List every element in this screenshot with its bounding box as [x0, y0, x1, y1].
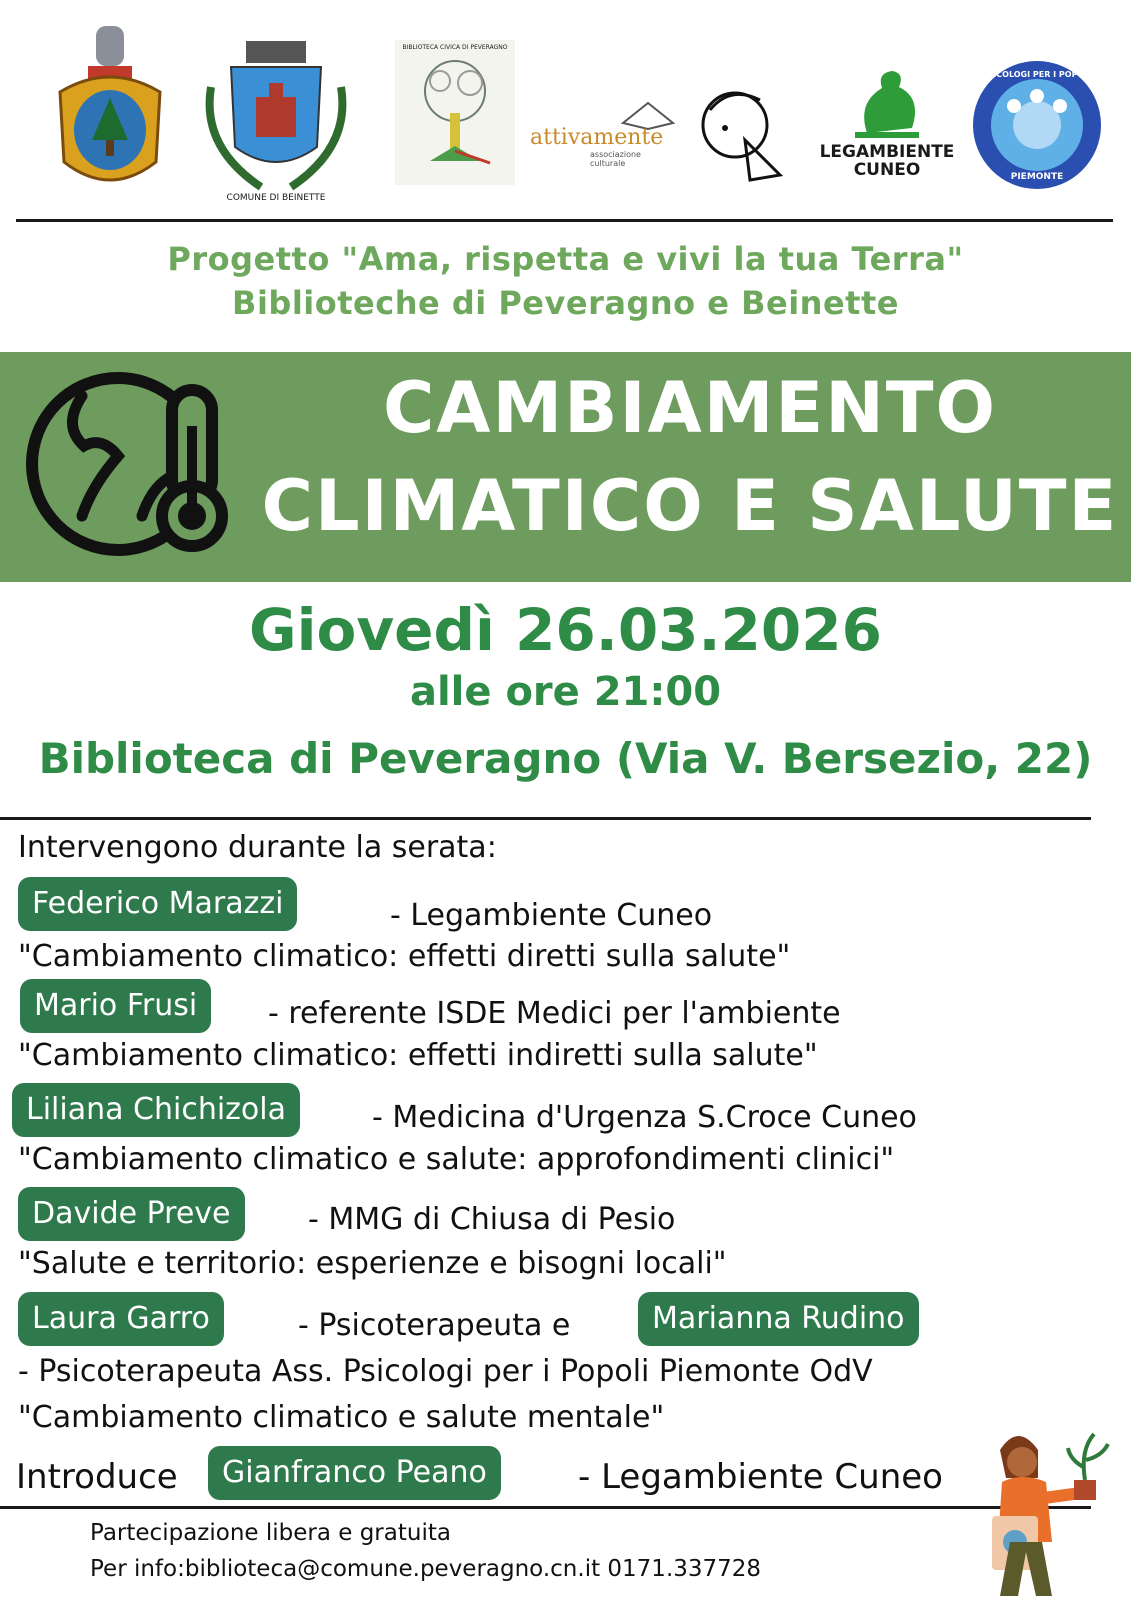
speaker-name-mario-frusi: Mario Frusi [20, 979, 211, 1033]
event-venue: Biblioteca di Peveragno (Via V. Bersezio, 22) [38, 734, 1093, 783]
attivamente-sub: associazione culturale [590, 149, 641, 168]
speaker-role: - Psicoterapeuta e [298, 1308, 571, 1343]
woman-with-plant-illustration [990, 1420, 1125, 1600]
biblioteca-caption: BIBLIOTECA CIVICA DI PEVERAGNO [402, 44, 508, 51]
title-line-1: CAMBIAMENTO [382, 367, 998, 449]
speaker-role: - Psicoterapeuta Ass. Psicologi per i Popoli Piemonte OdV [18, 1354, 873, 1389]
speaker-talk: "Cambiamento climatico: effetti indiretti sulla salute" [18, 1038, 818, 1073]
event-date: Giovedì 26.03.2026 [249, 596, 882, 664]
speaker-name-federico-marazzi: Federico Marazzi [18, 877, 297, 931]
contact-info: Per info:biblioteca@comune.peveragno.cn.it 0171.337728 [90, 1556, 762, 1582]
introducer-role: - Legambiente Cuneo [578, 1457, 943, 1497]
legambiente-logo [812, 56, 962, 186]
beinette-caption: COMUNE DI BEINETTE [226, 193, 326, 203]
attivamente-name: attivamente [530, 124, 664, 150]
reading-child-logo [690, 80, 790, 190]
speaker-name-laura-garro: Laura Garro [18, 1292, 224, 1346]
legambiente-line1: LEGAMBIENTE [819, 142, 955, 162]
middle-divider [0, 817, 1091, 820]
speaker-talk: "Salute e territorio: esperienze e bisogni locali" [18, 1246, 727, 1281]
speaker-role: - Medicina d'Urgenza S.Croce Cuneo [372, 1100, 917, 1135]
title-banner [0, 352, 1131, 582]
speaker-talk: "Cambiamento climatico e salute mentale" [18, 1400, 665, 1435]
beinette-crest-logo [196, 30, 356, 210]
attivamente-logo [530, 90, 678, 170]
event-time: alle ore 21:00 [409, 669, 722, 715]
psicologi-per-i-popoli-logo [970, 58, 1104, 192]
psicologi-top-text: PSICOLOGI PER I POPOLI [981, 70, 1093, 79]
speaker-role: - referente ISDE Medici per l'ambiente [268, 996, 841, 1031]
speakers-heading: Intervengono durante la serata: [18, 830, 497, 865]
speaker-name-liliana-chichizola: Liliana Chichizola [12, 1083, 300, 1137]
speaker-role: - MMG di Chiusa di Pesio [308, 1202, 676, 1237]
speaker-role: - Legambiente Cuneo [390, 898, 713, 933]
project-title: Progetto "Ama, rispetta e vivi la tua Terra" [167, 240, 964, 278]
psicologi-bottom-text: PIEMONTE [1010, 172, 1064, 182]
speaker-talk: "Cambiamento climatico e salute: approfondimenti clinici" [18, 1142, 895, 1177]
biblioteca-tree-logo [395, 40, 515, 185]
speaker-name-davide-preve: Davide Preve [18, 1187, 245, 1241]
title-line-2: CLIMATICO E SALUTE [261, 465, 1119, 547]
introduce-label: Introduce [16, 1457, 178, 1497]
bottom-divider [0, 1506, 1091, 1509]
speaker-name-marianna-rudino: Marianna Rudino [638, 1292, 919, 1346]
introducer-name: Gianfranco Peano [208, 1446, 501, 1500]
globe-thermometer-icon [22, 366, 236, 566]
project-libraries: Biblioteche di Peveragno e Beinette [232, 284, 899, 322]
speaker-talk: "Cambiamento climatico: effetti diretti sulla salute" [18, 939, 791, 974]
peveragno-crest-logo [48, 22, 172, 202]
participation-note: Partecipazione libera e gratuita [90, 1520, 451, 1546]
legambiente-line2: CUNEO [853, 160, 921, 180]
top-divider [16, 219, 1113, 222]
